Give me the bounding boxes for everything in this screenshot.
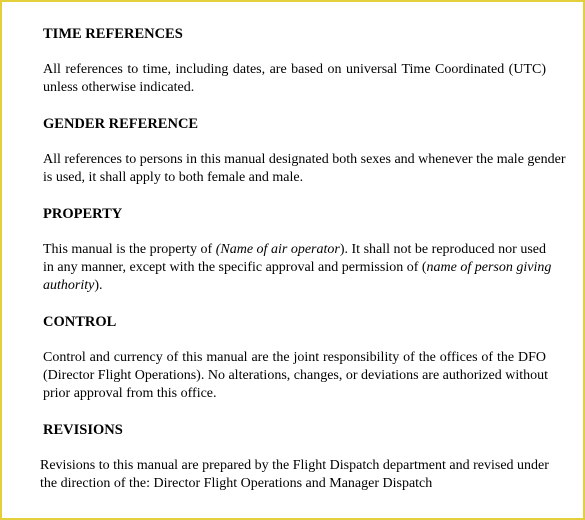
- text-run-italic: name of person giving: [426, 260, 552, 275]
- text-run-italic: (Name of air operator: [215, 242, 340, 257]
- heading-time-references: TIME REFERENCES: [43, 26, 183, 42]
- paragraph-revisions: [40, 457, 547, 493]
- paragraph-gender-reference: [43, 151, 566, 187]
- text-run: ). It shall not be reproduced nor used: [339, 242, 546, 257]
- text-line: is used, it shall apply to both female and male.: [43, 170, 304, 185]
- heading-revisions: REVISIONS: [43, 422, 123, 438]
- text-run: in any manner, except with the specific approval and permission of (: [43, 260, 427, 275]
- text-line: the direction of the: Director Flight Operations and Manager Dispatch: [40, 476, 433, 491]
- paragraph-control: [43, 349, 549, 403]
- text-line: (Director Flight Operations). No alterations, changes, or deviations are authorized without: [43, 368, 549, 383]
- text-line: unless otherwise indicated.: [43, 80, 195, 95]
- heading-gender-reference: GENDER REFERENCE: [43, 116, 199, 132]
- text-line: All references to persons in this manual designated both sexes and whenever the male gender: [43, 152, 566, 167]
- text-line: [43, 277, 546, 295]
- paragraph-property: [43, 241, 552, 295]
- text-line: prior approval from this office.: [43, 386, 217, 401]
- heading-control: CONTROL: [43, 314, 117, 330]
- paragraph-time-references: [43, 61, 546, 97]
- heading-property: PROPERTY: [43, 206, 123, 222]
- text-line: [43, 259, 552, 277]
- text-line: All references to time, including dates, are based on universal Time Coordinated (UTC): [43, 62, 546, 77]
- text-run: This manual is the property of: [43, 242, 216, 257]
- text-line: [43, 241, 546, 259]
- text-line: Revisions to this manual are prepared by the Flight Dispatch department and revised under: [40, 458, 549, 473]
- text-run-italic: authority: [43, 278, 95, 293]
- text-run: ).: [94, 278, 103, 293]
- text-line: Control and currency of this manual are the joint responsibility of the offices of the DFO: [43, 350, 546, 365]
